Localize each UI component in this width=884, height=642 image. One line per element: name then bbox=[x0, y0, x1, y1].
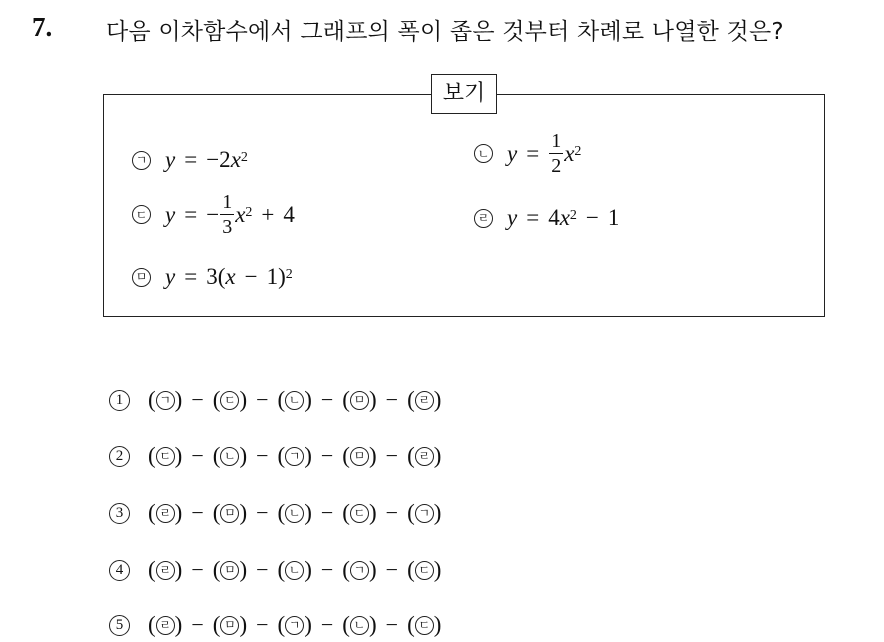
choice-1[interactable] bbox=[109, 387, 441, 413]
choice-2[interactable] bbox=[109, 443, 441, 469]
bogi-mark: ㄹ bbox=[474, 209, 493, 228]
bogi-mark: ㄱ bbox=[132, 151, 151, 170]
bogi-item-mieum bbox=[132, 264, 293, 290]
choice-sequence: ( ㄹ ) − ( ㅁ ) − ( ㄱ ) − ( ㄴ ) − ( ㄷ ) bbox=[148, 612, 442, 637]
choice-sequence: ( ㄱ ) − ( ㄷ ) − ( ㄴ ) − ( ㅁ ) − ( ㄹ ) bbox=[148, 387, 442, 412]
bogi-item-digeut bbox=[132, 192, 295, 237]
choice-number: 1 bbox=[109, 390, 130, 411]
bogi-mark: ㄴ bbox=[474, 144, 493, 163]
choice-number: 4 bbox=[109, 560, 130, 581]
choice-sequence: ( ㄹ ) − ( ㅁ ) − ( ㄴ ) − ( ㄷ ) − ( ㄱ ) bbox=[148, 500, 442, 525]
equation: y = $\frac{1}{2}$ x $^2$ bbox=[507, 130, 582, 177]
equation: y = − $\frac{1}{3}$ x $^2$ + 4 bbox=[165, 191, 295, 238]
equation: y = −2 x $^2$ bbox=[165, 147, 248, 172]
choice-4[interactable] bbox=[109, 557, 441, 583]
equation: y = 3( x − 1) $^2$ bbox=[165, 264, 293, 289]
choice-5[interactable] bbox=[109, 612, 441, 638]
choice-number: 5 bbox=[109, 615, 130, 636]
fraction: $\frac{1}{3}$ bbox=[222, 191, 233, 238]
choice-sequence: ( ㄹ ) − ( ㅁ ) − ( ㄴ ) − ( ㄱ ) − ( ㄷ ) bbox=[148, 557, 442, 582]
question-number: 7. bbox=[32, 12, 53, 42]
equation: y = 4 x $^2$ − 1 bbox=[507, 205, 620, 230]
fraction: $\frac{1}{2}$ bbox=[551, 130, 562, 177]
bogi-mark: ㄷ bbox=[132, 205, 151, 224]
bogi-item-rieul bbox=[474, 205, 619, 231]
choice-number: 3 bbox=[109, 503, 130, 524]
choice-3[interactable] bbox=[109, 500, 441, 526]
question-text: 다음 이차함수에서 그래프의 폭이 좁은 것부터 차례로 나열한 것은? bbox=[106, 19, 784, 45]
bogi-item-nieun bbox=[474, 131, 581, 176]
choice-number: 2 bbox=[109, 446, 130, 467]
bogi-label: 보기 bbox=[431, 74, 497, 114]
choice-sequence: ( ㄷ ) − ( ㄴ ) − ( ㄱ ) − ( ㅁ ) − ( ㄹ ) bbox=[148, 443, 442, 468]
bogi-item-giyeok bbox=[132, 147, 248, 173]
bogi-mark: ㅁ bbox=[132, 268, 151, 287]
